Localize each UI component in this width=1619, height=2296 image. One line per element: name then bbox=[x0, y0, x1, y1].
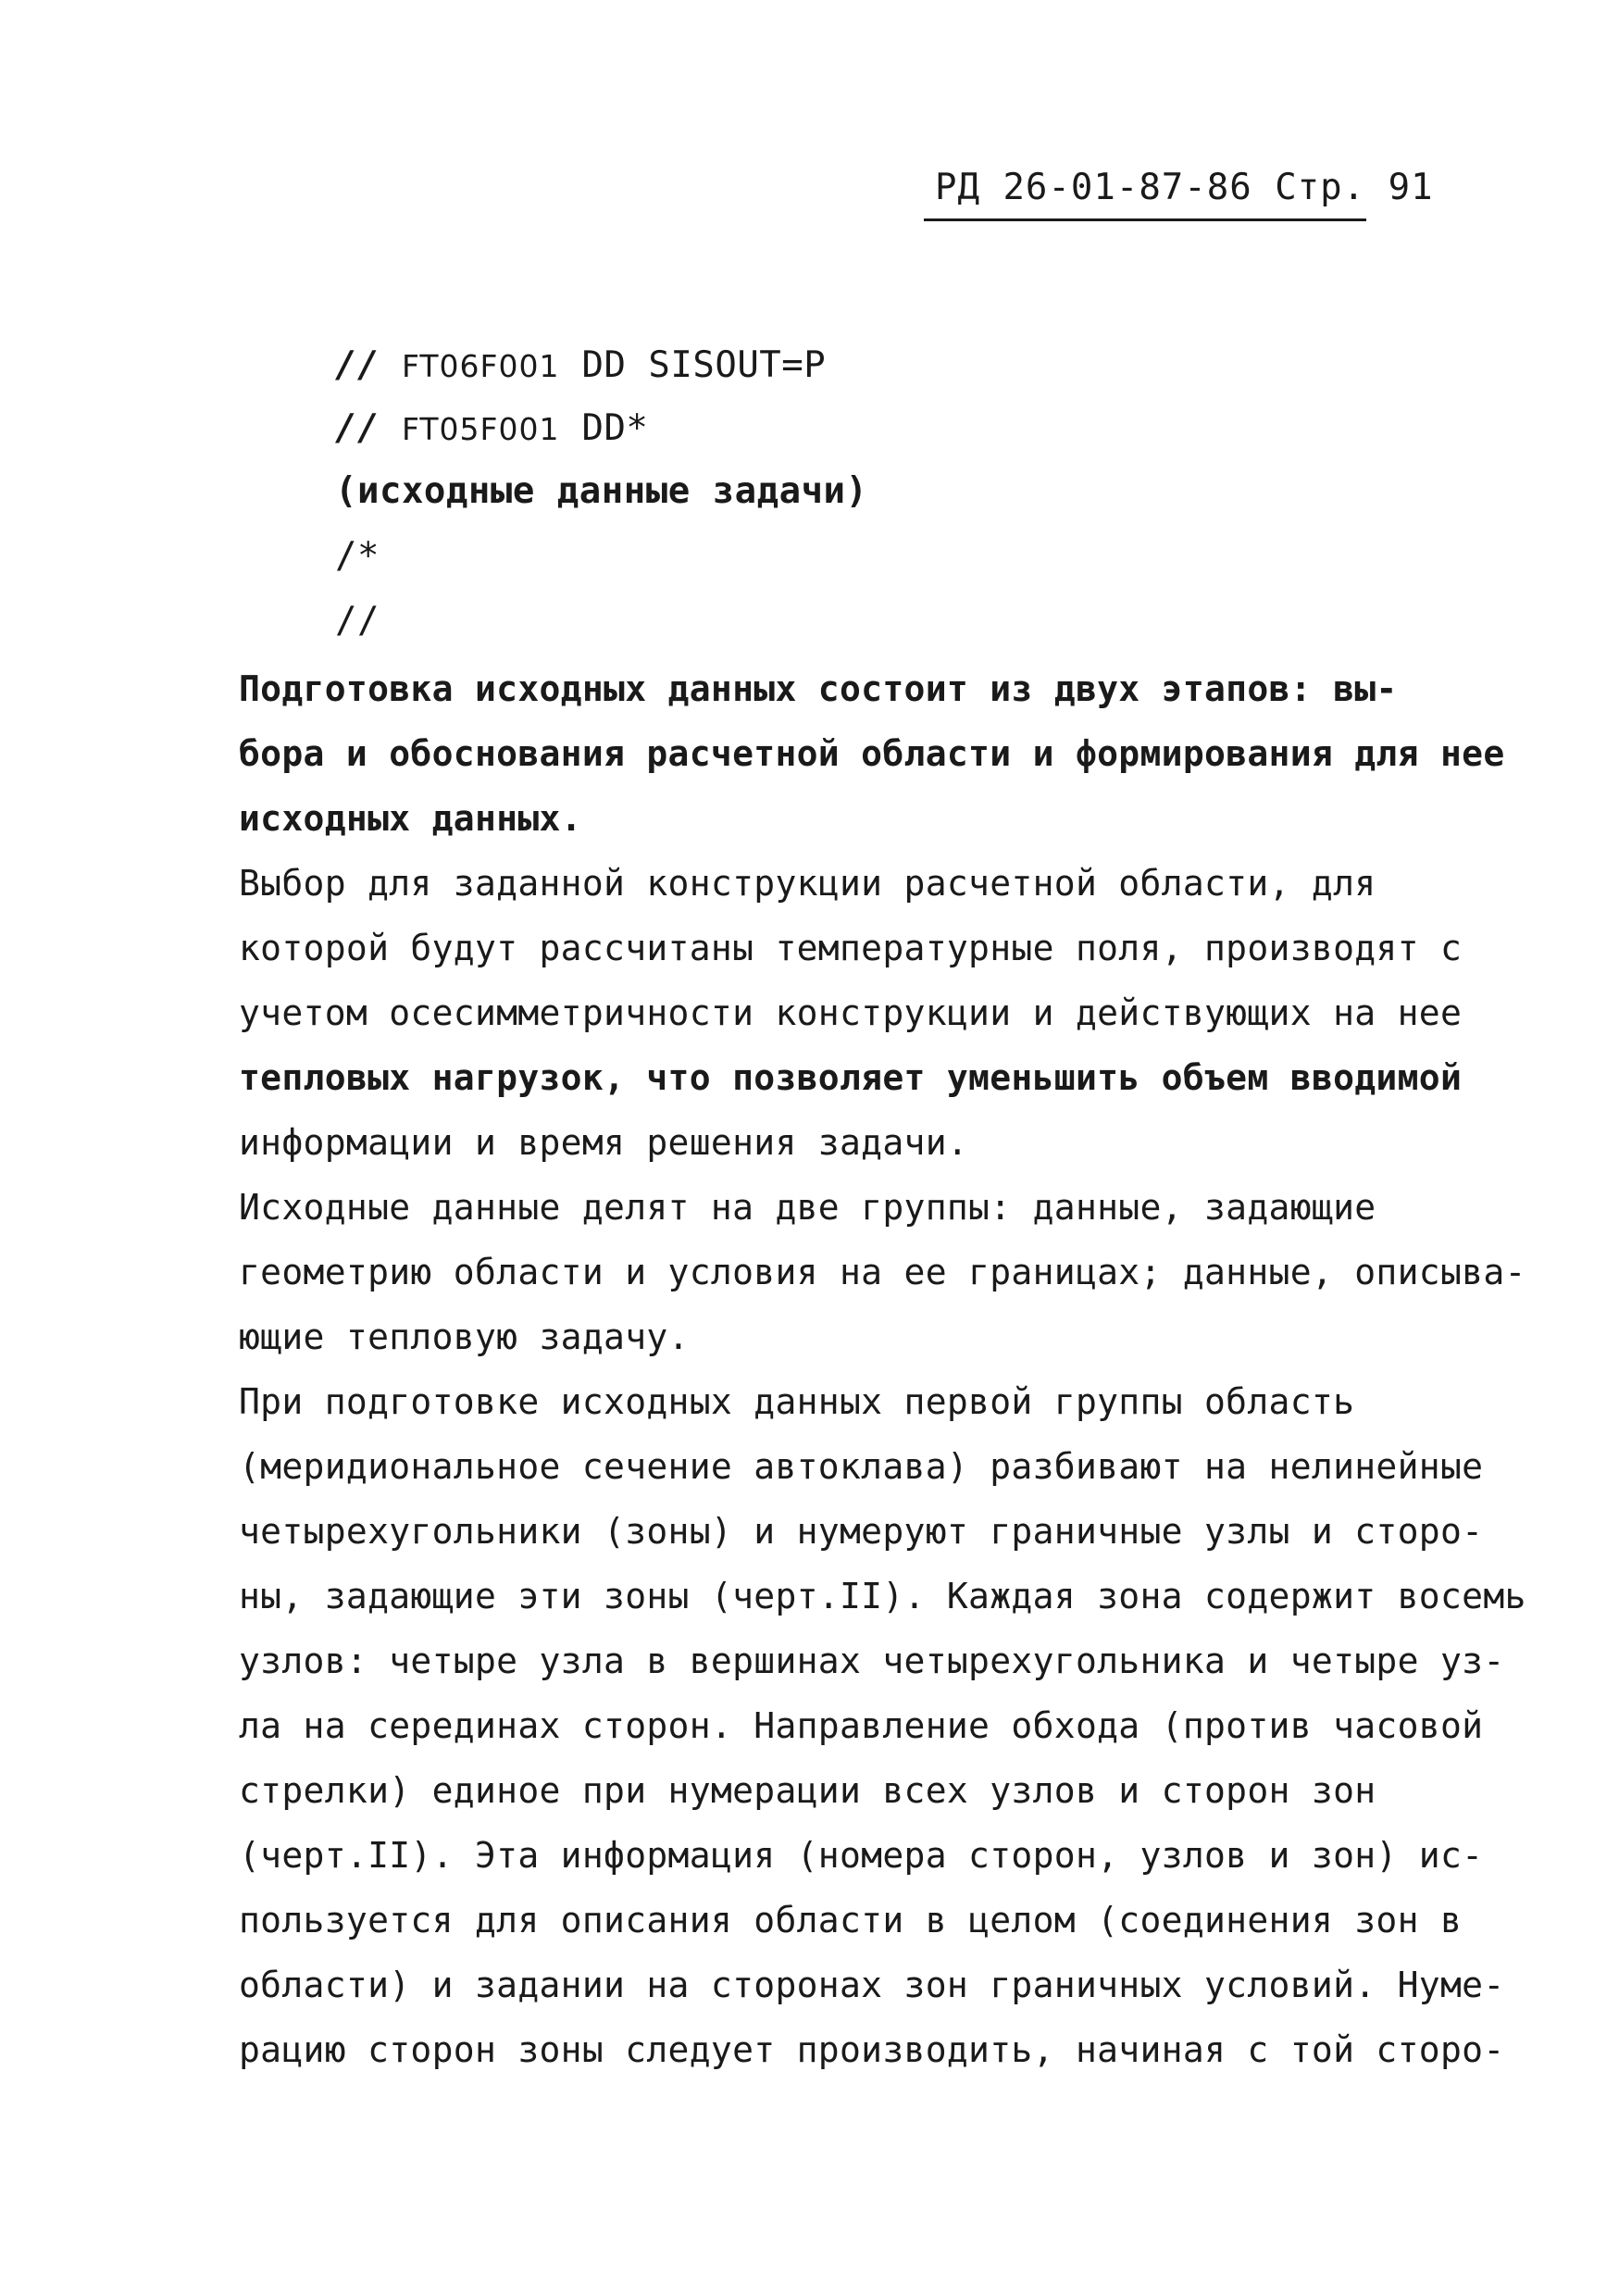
body-line-14: четырехугольники (зоны) и нумеруют граничные узлы и сторо- bbox=[239, 1511, 1484, 1552]
code-line-2-rest: DD* bbox=[559, 407, 649, 449]
code-line-1-dataset: FT06F001 bbox=[401, 348, 560, 384]
header-underline bbox=[924, 218, 1366, 221]
body-line-8: информации и время решения задачи. bbox=[239, 1122, 969, 1163]
body-line-20: пользуется для описания области в целом (соединения зон в bbox=[239, 1900, 1463, 1940]
code-line-2 bbox=[335, 407, 648, 449]
code-line-1-rest: DD SISOUT=P bbox=[559, 344, 827, 386]
body-line-6: учетом осесимметричности конструкции и действующих на нее bbox=[239, 992, 1463, 1033]
code-line-2-dataset: FT05F001 bbox=[401, 411, 560, 447]
code-line-5-text: // bbox=[335, 600, 380, 642]
code-line-2-slashes: // bbox=[335, 407, 380, 449]
body-line-13: (меридиональное сечение автоклава) разбивают на нелинейные bbox=[239, 1446, 1484, 1487]
code-line-1-slashes: // bbox=[335, 344, 380, 386]
body-line-15: ны, задающие эти зоны (черт.II). Каждая зона содержит восемь bbox=[239, 1576, 1526, 1616]
body-line-5: которой будут рассчитаны температурные поля, производят с bbox=[239, 928, 1463, 968]
body-line-4: Выбор для заданной конструкции расчетной области, для bbox=[239, 863, 1376, 904]
code-line-4 bbox=[335, 535, 380, 577]
body-line-18: стрелки) единое при нумерации всех узлов и сторон зон bbox=[239, 1770, 1376, 1811]
body-line-19: (черт.II). Эта информация (номера сторон, узлов и зон) ис- bbox=[239, 1835, 1484, 1876]
body-line-12: При подготовке исходных данных первой группы область bbox=[239, 1381, 1355, 1422]
code-line-3-text: (исходные данные задачи) bbox=[335, 470, 868, 512]
body-line-21: области) и задании на сторонах зон граничных условий. Нуме- bbox=[239, 1965, 1505, 2005]
body-line-10: геометрию области и условия на ее границах; данные, описыва- bbox=[239, 1252, 1526, 1292]
body-line-9: Исходные данные делят на две группы: данные, задающие bbox=[239, 1187, 1376, 1228]
body-line-22: рацию сторон зоны следует производить, начиная с той сторо- bbox=[239, 2029, 1505, 2070]
body-line-3: исходных данных. bbox=[239, 798, 582, 839]
body-line-16: узлов: четыре узла в вершинах четырехугольника и четыре уз- bbox=[239, 1641, 1505, 1681]
code-line-1 bbox=[335, 344, 826, 386]
body-line-1: Подготовка исходных данных состоит из двух этапов: вы- bbox=[239, 668, 1398, 709]
body-line-11: ющие тепловую задачу. bbox=[239, 1316, 690, 1357]
doc-reference: РД 26-01-87-86 Стр. 91 bbox=[935, 167, 1434, 208]
body-line-17: ла на серединах сторон. Направление обхода (против часовой bbox=[239, 1705, 1484, 1746]
body-line-7: тепловых нагрузок, что позволяет уменьшить объем вводимой bbox=[239, 1057, 1463, 1098]
body-line-2: бора и обоснования расчетной области и формирования для нее bbox=[239, 733, 1505, 774]
document-header bbox=[935, 167, 1434, 208]
code-line-5 bbox=[335, 600, 380, 642]
code-line-3 bbox=[335, 470, 868, 512]
code-line-4-text: /* bbox=[335, 535, 380, 577]
